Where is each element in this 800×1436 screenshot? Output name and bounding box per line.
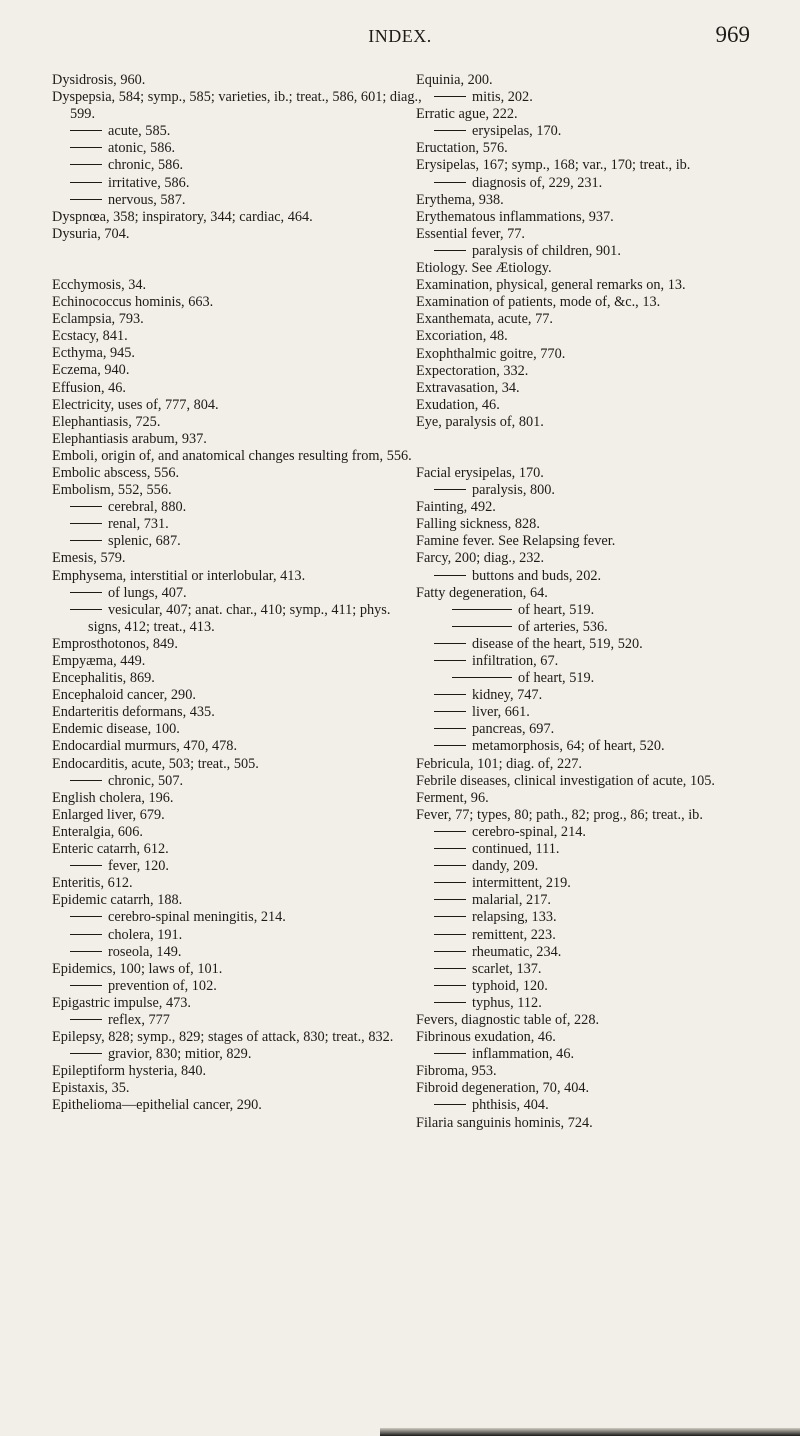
entry-text: Emesis, 579. [52,550,126,567]
entry-text: Eclampsia, 793. [52,311,144,328]
index-subentry [52,533,424,550]
index-entry [416,499,761,516]
index-subentry [416,909,761,926]
index-subentry [416,89,761,106]
entry-text: Dyspnœa, 358; inspiratory, 344; cardiac, 464. [52,208,313,225]
index-subentry [416,568,761,585]
index-entry [416,380,761,397]
entry-text: paralysis of children, 901. [472,242,621,259]
index-subentry [52,123,424,140]
ditto-rule [70,985,102,986]
entry-text: of heart, 519. [518,601,595,618]
index-entry [52,756,424,773]
index-entry [52,670,424,687]
index-entry [416,277,761,294]
index-entry [416,226,761,243]
ditto-rule [434,899,466,900]
entry-text: kidney, 747. [472,687,543,704]
index-entry [416,311,761,328]
index-entry [52,397,424,414]
ditto-rule [70,182,102,183]
entry-text: Epidemic catarrh, 188. [52,892,183,909]
entry-text: infiltration, 67. [472,653,559,669]
entry-text: prevention of, 102. [108,977,217,994]
entry-text: Erratic ague, 222. [416,106,518,123]
entry-text: Empyæma, 449. [52,653,146,669]
entry-text: chronic, 507. [108,772,184,789]
ditto-rule [434,831,466,832]
entry-text: typhus, 112. [472,994,542,1011]
entry-text: erysipelas, 170. [472,123,562,140]
index-subentry [52,140,424,157]
ditto-rule [434,951,466,952]
entry-text: rheumatic, 234. [472,943,562,960]
index-subentry [416,243,761,260]
index-entry [416,328,761,345]
index-entry [52,550,424,567]
index-subentry [52,927,424,944]
page-title: INDEX. [368,26,432,46]
ditto-rule [452,609,512,610]
index-entry [52,1063,424,1080]
entry-text: English cholera, 196. [52,789,174,806]
index-entry [416,106,761,123]
index-entry [52,89,424,123]
entry-text: Ecstacy, 841. [52,328,128,345]
index-subentry [52,602,424,636]
index-entry [416,140,761,157]
index-entry [52,380,424,397]
entry-text: nervous, 587. [108,191,186,208]
index-subentry [416,123,761,140]
index-entry [416,209,761,226]
ditto-rule [70,130,102,131]
index-entry [52,311,424,328]
ditto-rule [434,848,466,849]
index-entry [416,790,761,807]
entry-text: Echinococcus hominis, 663. [52,294,214,311]
ditto-rule [70,506,102,507]
index-subentry [416,482,761,499]
entry-text: cholera, 191. [108,926,183,943]
entry-text: Dysidrosis, 960. [52,72,146,88]
index-entry [416,465,761,482]
index-entry [52,1029,424,1046]
ditto-rule [70,592,102,593]
entry-text: Epistaxis, 35. [52,1080,130,1097]
entry-text: Emprosthotonos, 849. [52,635,178,652]
entry-text: continued, 111. [472,841,560,858]
index-entry [52,687,424,704]
index-entry [416,1080,761,1097]
entry-text: Fainting, 492. [416,499,496,516]
ditto-rule [70,540,102,541]
index-entry [52,328,424,345]
entry-text: relapsing, 133. [472,909,557,926]
ditto-rule [452,677,512,678]
entry-text: metamorphosis, 64; of heart, 520. [472,738,665,755]
entry-text: cerebro-spinal, 214. [472,823,586,840]
index-subentry [416,892,761,909]
entry-text: paralysis, 800. [472,482,555,499]
entry-text: acute, 585. [108,123,171,140]
index-entry [416,397,761,414]
index-subentry [52,175,424,192]
entry-text: Ecthyma, 945. [52,345,135,362]
index-column-left [52,72,424,1115]
entry-text: Electricity, uses of, 777, 804. [52,396,219,413]
index-entry [52,636,424,653]
entry-text: irritative, 586. [108,174,190,191]
ditto-rule [434,575,466,576]
entry-text: Encephaloid cancer, 290. [52,687,196,704]
index-entry [416,756,761,773]
index-entry [52,1080,424,1097]
entry-text: gravior, 830; mitior, 829. [108,1046,252,1063]
index-subentry [52,1012,424,1029]
entry-text: dandy, 209. [472,858,539,875]
index-subentry [416,927,761,944]
entry-text: Enteritis, 612. [52,875,133,892]
index-entry [52,790,424,807]
running-head [0,20,800,50]
entry-text: Expectoration, 332. [416,362,529,379]
entry-text: inflammation, 46. [472,1046,575,1063]
index-entry [416,157,761,174]
index-subentry [416,961,761,978]
entry-text: Febrile diseases, clinical investigation of acute, 105. [416,772,715,789]
index-subentry [52,192,424,209]
index-subentry [416,175,761,192]
index-subentry [52,773,424,790]
index-subentry [416,944,761,961]
index-entry [416,773,761,790]
index-entry [416,1029,761,1046]
entry-text: Endemic disease, 100. [52,721,180,738]
index-entry [52,738,424,755]
index-entry [52,995,424,1012]
entry-text: Dysuria, 704. [52,225,130,242]
entry-text: Dyspepsia, 584; symp., 585; varieties, ib.; treat., 586, 601; diag., 599. [52,89,422,123]
index-subentry [416,1097,761,1114]
entry-text: Examination, physical, general remarks on, 13. [416,277,686,294]
entry-text: disease of the heart, 519, 520. [472,635,643,652]
page-edge-shadow [380,1428,800,1436]
entry-text: Endocardial murmurs, 470, 478. [52,738,238,755]
index-entry [416,72,761,89]
entry-text: cerebral, 880. [108,499,187,516]
index-subentry [52,499,424,516]
entry-text: Fatty degeneration, 64. [416,584,548,601]
ditto-rule [434,745,466,746]
section-gap [416,431,761,465]
index-entry [416,1012,761,1029]
ditto-rule [434,182,466,183]
index-entry [52,294,424,311]
ditto-rule [434,250,466,251]
entry-text: cerebro-spinal meningitis, 214. [108,909,286,926]
entry-text: Epileptiform hysteria, 840. [52,1063,207,1080]
index-entry [52,653,424,670]
entry-text: Fevers, diagnostic table of, 228. [416,1011,600,1028]
index-entry [416,294,761,311]
entry-text: Eye, paralysis of, 801. [416,413,544,430]
entry-text: Enteralgia, 606. [52,823,143,840]
entry-text: Eructation, 576. [416,140,508,157]
ditto-rule [70,934,102,935]
entry-text: Filaria sanguinis hominis, 724. [416,1114,593,1131]
entry-text: Exanthemata, acute, 77. [416,311,553,328]
entry-text: pancreas, 697. [472,721,555,738]
ditto-rule [70,199,102,200]
entry-text: of heart, 519. [518,670,595,687]
index-entry [52,414,424,431]
index-subentry [416,1046,761,1063]
entry-text: mitis, 202. [472,89,533,106]
entry-text: Excoriation, 48. [416,328,508,345]
entry-text: Embolism, 552, 556. [52,482,172,499]
index-entry [52,448,424,465]
index-entry [52,704,424,721]
index-subentry [416,619,761,636]
index-subentry [416,687,761,704]
ditto-rule [70,523,102,524]
entry-text: Facial erysipelas, 170. [416,464,544,481]
index-subentry [416,670,761,687]
index-subentry [416,841,761,858]
index-entry [416,533,761,550]
ditto-rule [434,985,466,986]
index-entry [416,516,761,533]
ditto-rule [70,609,102,610]
ditto-rule [434,694,466,695]
index-entry [416,346,761,363]
entry-text: Effusion, 46. [52,379,126,396]
index-subentry [416,636,761,653]
ditto-rule [70,780,102,781]
index-entry [52,277,424,294]
index-subentry [416,858,761,875]
entry-text: Epidemics, 100; laws of, 101. [52,960,223,977]
index-subentry [52,944,424,961]
index-entry [52,465,424,482]
ditto-rule [434,1053,466,1054]
entry-text: Epilepsy, 828; symp., 829; stages of attack, 830; treat., 832. [52,1029,394,1046]
entry-text: Ferment, 96. [416,789,489,806]
entry-text: Elephantiasis, 725. [52,413,161,430]
page-number: 969 [715,22,750,47]
ditto-rule [434,130,466,131]
entry-text: Exudation, 46. [416,396,500,413]
ditto-rule [434,865,466,866]
index-entry [52,431,424,448]
index-entry [416,192,761,209]
entry-text: Endocarditis, acute, 503; treat., 505. [52,755,259,772]
index-entry [416,260,761,277]
index-subentry [52,978,424,995]
entry-text: Endarteritis deformans, 435. [52,704,215,721]
entry-text: Febricula, 101; diag. of, 227. [416,755,582,772]
index-entry [52,841,424,858]
ditto-rule [434,643,466,644]
entry-text: liver, 661. [472,704,530,721]
entry-text: chronic, 586. [108,157,184,174]
index-entry [52,482,424,499]
ditto-rule [434,489,466,490]
entry-text: Fibroid degeneration, 70, 404. [416,1080,590,1097]
index-entry [416,585,761,602]
entry-text: Famine fever. See Relapsing fever. [416,533,616,550]
entry-text: roseola, 149. [108,943,182,960]
index-subentry [52,1046,424,1063]
entry-text: Encephalitis, 869. [52,670,155,687]
entry-text: Enteric catarrh, 612. [52,841,169,858]
entry-text: Enlarged liver, 679. [52,806,165,823]
ditto-rule [434,711,466,712]
index-subentry [52,858,424,875]
entry-text: of lungs, 407. [108,584,187,601]
ditto-rule [434,934,466,935]
index-entry [52,209,424,226]
index-entry [52,72,424,89]
entry-text: Extravasation, 34. [416,379,520,396]
entry-text: Fever, 77; types, 80; path., 82; prog., 86; treat., ib. [416,806,703,823]
ditto-rule [434,728,466,729]
entry-text: diagnosis of, 229, 231. [472,174,603,191]
index-entry [52,807,424,824]
ditto-rule [434,916,466,917]
ditto-rule [70,1019,102,1020]
index-entry [52,824,424,841]
ditto-rule [70,147,102,148]
entry-text: scarlet, 137. [472,960,542,977]
entry-text: Fibrinous exudation, 46. [416,1029,556,1046]
entry-text: Examination of patients, mode of, &c., 13. [416,294,661,311]
entry-text: Erythema, 938. [416,191,504,208]
index-entry [52,1097,424,1114]
entry-text: typhoid, 120. [472,977,548,994]
entry-text: phthisis, 404. [472,1097,549,1114]
ditto-rule [434,968,466,969]
entry-text: Epithelioma—epithelial cancer, 290. [52,1097,262,1114]
index-subentry [416,704,761,721]
index-entry [52,226,424,243]
index-column-right [416,72,761,1132]
index-entry [52,362,424,379]
entry-text: remittent, 223. [472,926,556,943]
index-entry [416,1063,761,1080]
ditto-rule [434,882,466,883]
ditto-rule [434,96,466,97]
entry-text: Farcy, 200; diag., 232. [416,550,545,567]
index-entry [52,875,424,892]
ditto-rule [434,660,466,661]
entry-text: Exophthalmic goitre, 770. [416,345,566,362]
index-entry [416,363,761,380]
entry-text: buttons and buds, 202. [472,567,602,584]
entry-text: splenic, 687. [108,533,181,550]
index-subentry [416,738,761,755]
index-subentry [416,978,761,995]
entry-text: renal, 731. [108,516,169,533]
index-subentry [52,585,424,602]
entry-text: Epigastric impulse, 473. [52,994,191,1011]
ditto-rule [434,1104,466,1105]
index-entry [416,550,761,567]
entry-text: atonic, 586. [108,140,176,157]
ditto-rule [70,164,102,165]
index-entry [52,892,424,909]
index-subentry [52,909,424,926]
entry-text: Fibroma, 953. [416,1063,497,1080]
entry-text: Etiology. See Ætiology. [416,260,552,277]
index-entry [52,345,424,362]
index-subentry [416,602,761,619]
ditto-rule [70,865,102,866]
entry-text: malarial, 217. [472,892,552,909]
entry-text: Eczema, 940. [52,362,130,379]
entry-text: Embolic abscess, 556. [52,464,180,481]
section-gap [52,243,424,277]
index-subentry [416,995,761,1012]
index-subentry [416,653,761,670]
index-subentry [416,875,761,892]
index-entry [416,1115,761,1132]
entry-text: of arteries, 536. [518,618,608,635]
ditto-rule [70,951,102,952]
ditto-rule [70,916,102,917]
entry-text: reflex, 777 [108,1011,170,1028]
entry-text: Falling sickness, 828. [416,516,540,533]
index-subentry [52,516,424,533]
index-entry [52,961,424,978]
entry-text: vesicular, 407; anat. char., 410; symp., 411; phys. signs, 412; treat., 413. [88,601,391,635]
entry-text: Emphysema, interstitial or interlobular, 413. [52,567,306,584]
ditto-rule [434,1002,466,1003]
entry-text: Essential fever, 77. [416,225,525,242]
entry-text: fever, 120. [108,858,169,875]
entry-text: Equinia, 200. [416,72,493,88]
index-subentry [416,824,761,841]
ditto-rule [70,1053,102,1054]
index-subentry [416,721,761,738]
index-entry [52,568,424,585]
entry-text: Elephantiasis arabum, 937. [52,430,207,447]
entry-text: Erysipelas, 167; symp., 168; var., 170; treat., ib. [416,157,691,174]
ditto-rule [452,626,512,627]
entry-text: intermittent, 219. [472,875,571,892]
index-entry [416,414,761,431]
index-entry [52,721,424,738]
index-subentry [52,157,424,174]
entry-text: Emboli, origin of, and anatomical changes resulting from, 556. [52,447,412,464]
entry-text: Erythematous inflammations, 937. [416,208,614,225]
entry-text: Ecchymosis, 34. [52,276,147,293]
index-entry [416,807,761,824]
